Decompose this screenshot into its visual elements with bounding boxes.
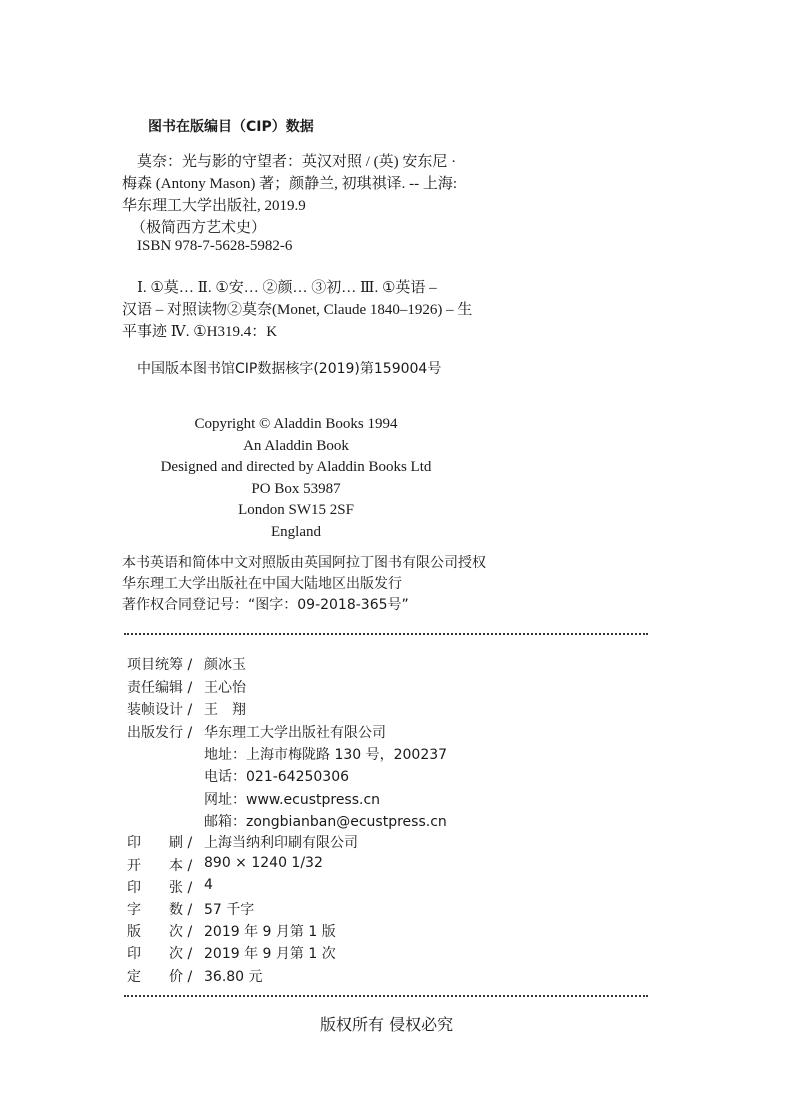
copyright-line: England [271, 523, 321, 540]
dotted-divider [124, 995, 648, 997]
license-line: 著作权合同登记号：“图字：09-2018-365号” [122, 597, 409, 613]
design-value: 王 翔 [204, 702, 246, 718]
spec-label-char: 开 [127, 858, 141, 874]
spec-label-char: 数 / [169, 902, 193, 918]
spec-edition: 2019 年 9 月第 1 版 [204, 924, 336, 940]
cip-heading: 图书在版编目（CIP）数据 [148, 119, 314, 135]
publisher-address: 地址：上海市梅陇路 130 号，200237 [204, 747, 448, 763]
spec-label-char: 次 / [169, 946, 193, 962]
license-line: 本书英语和简体中文对照版由英国阿拉丁图书有限公司授权 [122, 555, 486, 571]
editor-label: 责任编辑 / [127, 680, 193, 696]
copyright-line: Designed and directed by Aladdin Books Ltd [160, 459, 432, 475]
spec-word-count: 57 千字 [204, 902, 255, 918]
copyright-line: Copyright © Aladdin Books 1994 [194, 416, 398, 432]
cip-line: 梅森 (Antony Mason) 著；颜静兰, 初琪祺译. -- 上海: [122, 176, 457, 192]
publisher-label: 出版发行 / [127, 725, 193, 741]
license-line: 华东理工大学出版社在中国大陆地区出版发行 [122, 576, 402, 592]
spec-label-char: 次 / [169, 924, 193, 940]
dotted-divider [124, 633, 648, 635]
cip-line: 华东理工大学出版社, 2019.9 [122, 198, 306, 214]
cip-line: 莫奈：光与影的守望者：英汉对照 / (英) 安东尼 · [137, 154, 457, 170]
cip-subject-line: 汉语 – 对照读物②莫奈(Monet, Claude 1840–1926) – 生 [122, 302, 473, 318]
publisher-phone: 电话：021-64250306 [204, 769, 350, 785]
cip-record-number: 中国版本图书馆CIP数据核字(2019)第159004号 [137, 361, 442, 377]
spec-printer: 上海当纳利印刷有限公司 [204, 835, 358, 851]
copyright-line: London SW15 2SF [238, 502, 354, 518]
publisher-email: 邮箱：zongbianban@ecustpress.cn [204, 814, 447, 830]
spec-label-char: 本 / [169, 858, 193, 874]
spec-printing: 2019 年 9 月第 1 次 [204, 946, 336, 962]
spec-label-char: 定 [127, 969, 141, 985]
spec-label-char: 印 [127, 946, 141, 962]
project-label: 项目统筹 / [127, 657, 193, 673]
spec-label-char: 刷 / [169, 835, 193, 851]
spec-price: 36.80 元 [204, 969, 263, 985]
spec-label-char: 字 [127, 902, 141, 918]
editor-value: 王心怡 [204, 680, 246, 696]
copyright-line: PO Box 53987 [251, 480, 341, 497]
spec-label-char: 价 / [169, 969, 193, 985]
spec-format: 890 × 1240 1/32 [204, 855, 323, 871]
rights-notice: 版权所有 侵权必究 [320, 1015, 454, 1034]
spec-label-char: 印 [127, 880, 141, 896]
design-label: 装帧设计 / [127, 702, 193, 718]
spec-sheets: 4 [204, 877, 213, 893]
spec-label-char: 张 / [169, 880, 193, 896]
publisher-website: 网址：www.ecustpress.cn [204, 792, 381, 808]
copyright-block [146, 414, 446, 543]
cip-line: ISBN 978-7-5628-5982-6 [137, 238, 293, 254]
cip-subject-line: 平事迹 Ⅳ. ①H319.4：K [122, 324, 278, 340]
project-value: 颜冰玉 [204, 657, 246, 673]
publisher-value: 华东理工大学出版社有限公司 [204, 725, 386, 741]
copyright-line: An Aladdin Book [243, 437, 349, 454]
cip-subject-line: Ⅰ. ①莫… Ⅱ. ①安… ②颜… ③初… Ⅲ. ①英语 – [137, 280, 437, 296]
spec-label-char: 版 [127, 924, 141, 940]
cip-line: （极简西方艺术史） [131, 220, 267, 236]
spec-label-char: 印 [127, 835, 141, 851]
